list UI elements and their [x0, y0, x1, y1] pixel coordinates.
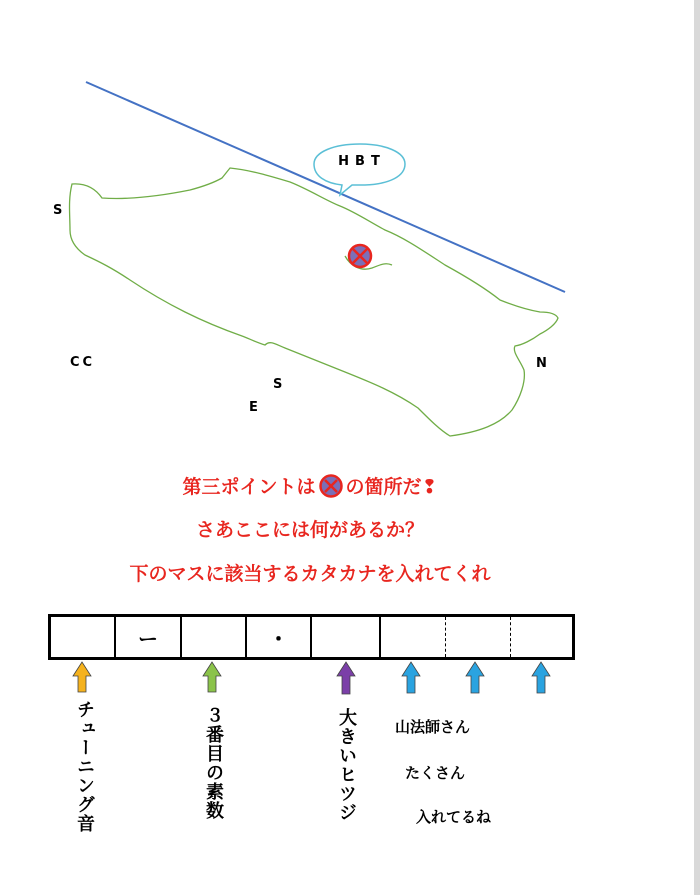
label-cc: CC	[70, 355, 96, 370]
instruction-line-1-end: の箇所だ❢	[345, 476, 438, 498]
up-arrow-icon	[73, 662, 91, 692]
label-s-top: S	[53, 203, 66, 218]
label-e: E	[249, 400, 261, 415]
answer-cell-dot: ・	[247, 617, 312, 657]
up-arrow-icon	[532, 662, 550, 693]
instruction-line-2: さあここには何があるか？	[195, 519, 424, 541]
bubble-label: HBT	[338, 154, 386, 169]
label-s-bottom: S	[273, 377, 286, 392]
up-arrow-icon	[402, 662, 420, 693]
up-arrow-icon	[203, 662, 221, 692]
clue-tuning-sound: チューニング音	[74, 700, 95, 833]
clue-third-prime: ３番目の素数	[203, 706, 224, 820]
label-n: N	[536, 356, 550, 371]
hint-line-2: たくさん	[405, 764, 466, 782]
answer-cell-dash: ー	[116, 617, 182, 657]
up-arrow-icon	[337, 662, 355, 694]
hint-line-1: 山法師さん	[395, 718, 471, 736]
up-arrow-icon	[466, 662, 484, 693]
instruction-line-1-start: 第三ポイントは	[182, 476, 316, 498]
clue-big-sheep: 大きいヒツジ	[336, 708, 357, 822]
instruction-line-3: 下のマスに該当するカタカナを入れてくれ	[129, 563, 491, 585]
hint-line-3: 入れてるね	[416, 808, 492, 826]
